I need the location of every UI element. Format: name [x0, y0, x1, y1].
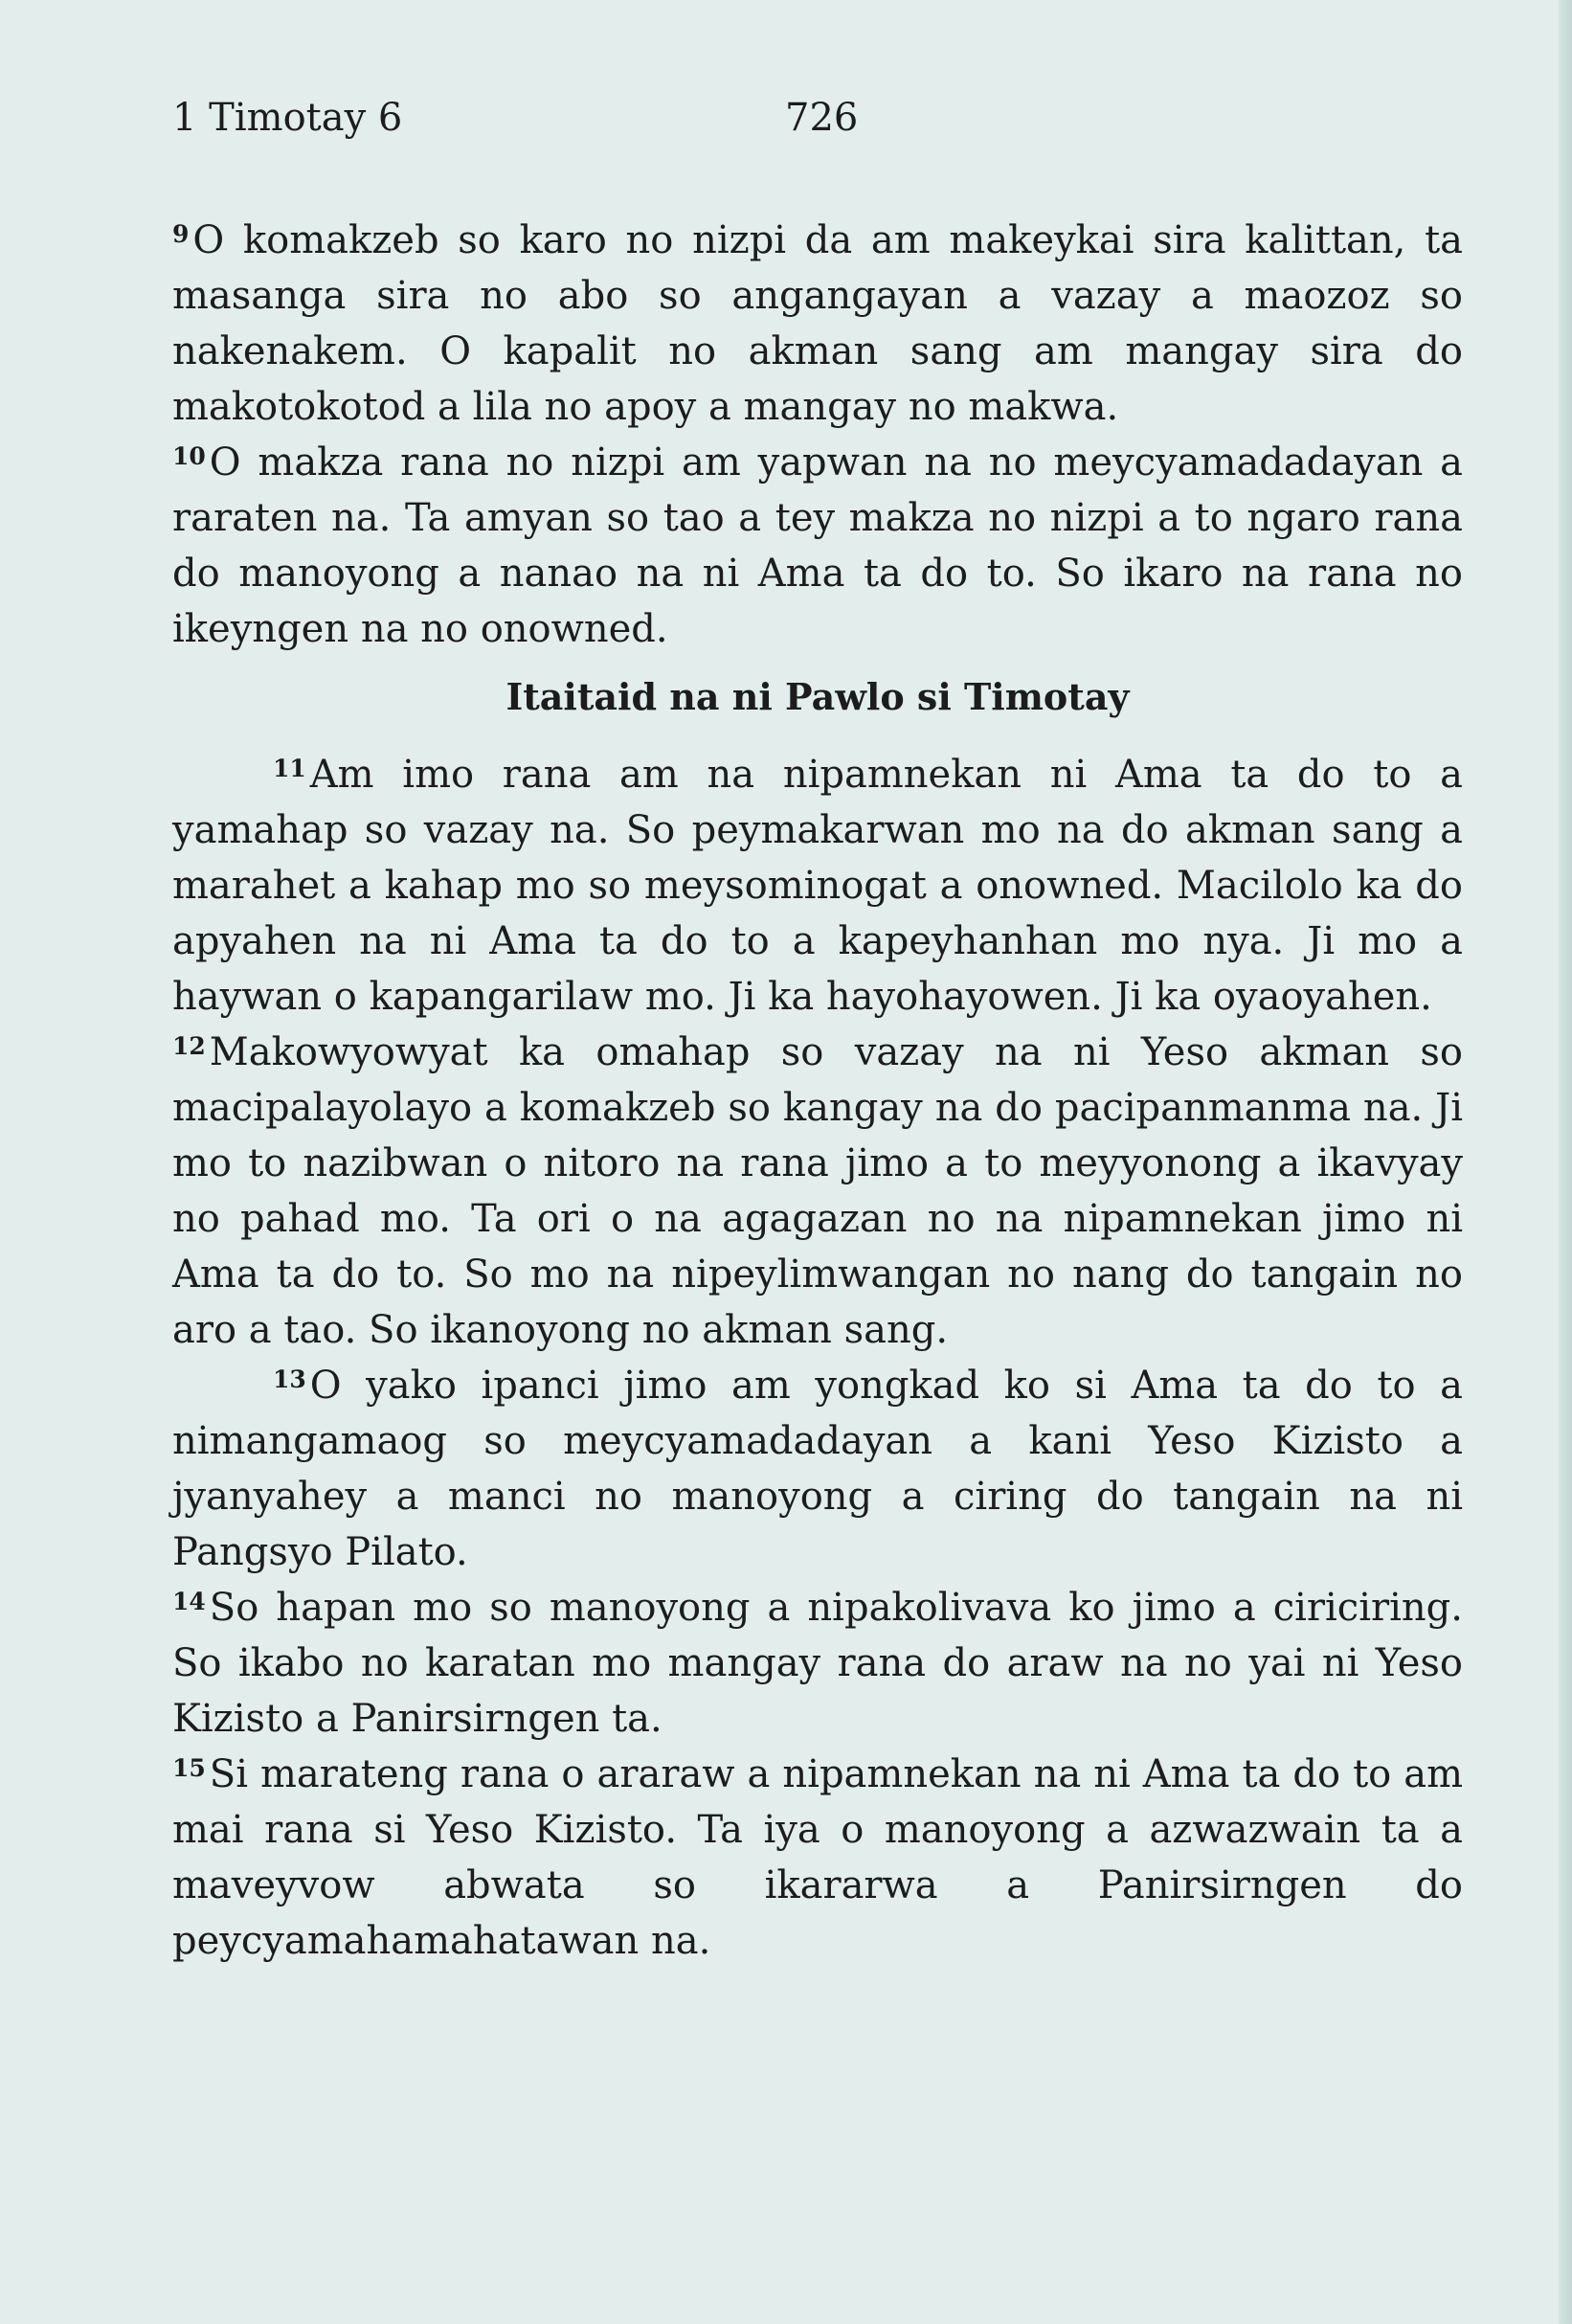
- page-number: 726: [785, 96, 859, 140]
- verse-12: [172, 1025, 1463, 1358]
- verse-number: 9: [172, 220, 190, 248]
- running-head: 1 Timotay 6: [172, 96, 403, 140]
- page-edge: [1559, 0, 1572, 2324]
- verse-14: [172, 1580, 1463, 1747]
- verse-number: 12: [172, 1032, 206, 1060]
- verse-number: 14: [172, 1588, 206, 1615]
- verse-number: 13: [273, 1365, 306, 1393]
- verse-10: [172, 435, 1463, 657]
- page-header: [172, 96, 1446, 153]
- verse-text: So hapan mo so manoyong a nipakolivava ko jimo a ciriciring. So ikabo no karatan mo mangay rana do araw na no yai ni Yeso Kizisto a Panirsirngen ta.: [172, 1586, 1463, 1741]
- verse-text: O makza rana no nizpi am yapwan na no meycyamadadayan a raraten na. Ta amyan so tao a tey makza no nizpi a to ngaro rana do manoyong a nanao na ni Ama ta do to. So ikaro na rana no ikeyngen na no onowned.: [172, 440, 1463, 651]
- verse-text: Am imo rana am na nipamnekan ni Ama ta do to a yamahap so vazay na. So peymakarwan mo na do akman sang a marahet a kahap mo so meysominogat a onowned. Macilolo ka do apyahen na ni Ama ta do to a kapeyhanhan mo nya. Ji mo a haywan o kapangarilaw mo. Ji ka hayohayowen. Ji ka oyaoyahen.: [172, 753, 1463, 1019]
- verse-text: Makowyowyat ka omahap so vazay na ni Yeso akman so macipalayolayo a komakzeb so kangay na do pacipanmanma na. Ji mo to nazibwan o nitoro na rana jimo a to meyyonong a ikavyay no pahad mo. Ta ori o na agagazan no na nipamnekan jimo ni Ama ta do to. So mo na nipeylimwangan no nang do tangain no aro a tao. So ikanoyong no akman sang.: [172, 1030, 1463, 1352]
- verse-text: O komakzeb so karo no nizpi da am makeykai sira kalittan, ta masanga sira no abo so angangayan a vazay a maozoz so nakenakem. O kapalit no akman sang am mangay sira do makotokotod a lila no apoy a mangay no makwa.: [172, 218, 1463, 429]
- verse-number: 10: [172, 442, 206, 470]
- text-block: [172, 213, 1463, 1969]
- verse-number: 11: [273, 755, 306, 782]
- verse-15: [172, 1747, 1463, 1969]
- verse-text: Si marateng rana o araraw a nipamnekan na ni Ama ta do to am mai rana si Yeso Kizisto. Ta iya o manoyong a azwazwain ta a maveyvow abwata so ikararwa a Panirsirngen do peycyamahamahatawan na.: [172, 1752, 1463, 1963]
- verse-9: [172, 213, 1463, 435]
- verse-13: [172, 1358, 1463, 1580]
- section-heading: Itaitaid na ni Pawlo si Timotay: [505, 675, 1130, 718]
- verse-number: 15: [172, 1754, 206, 1782]
- verse-11: [172, 747, 1463, 1025]
- verse-text: O yako ipanci jimo am yongkad ko si Ama ta do to a nimangamaog so meycyamadadayan a kani Yeso Kizisto a jyanyahey a manci no manoyong a ciring do tangain na ni Pangsyo Pilato.: [172, 1364, 1463, 1574]
